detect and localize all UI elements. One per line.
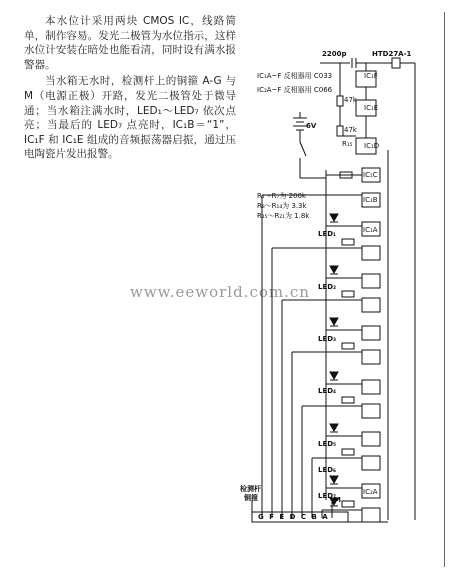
label-ic1f: IC₁F: [364, 72, 378, 80]
label-m: M: [334, 496, 341, 504]
label-led3: LED₃: [318, 335, 337, 343]
probe-leads: [262, 195, 362, 518]
label-led4: LED₄: [318, 387, 337, 395]
watermark: www.eeworld.com.cn: [130, 283, 310, 301]
label-ic-a: IC₁A~F 反相器用 C033: [257, 72, 333, 80]
label-rp: R₁₅: [342, 140, 353, 148]
battery: [293, 112, 307, 142]
description-para-1: 本水位计采用两块 CMOS IC，线路简单，制作容易。发光二极管为水位指示，这样水位计安装在暗处也能看清，同时设有满水报警器。: [24, 15, 236, 71]
ic-stage-5: [326, 380, 380, 418]
label-r-vals-2: R₈～R₁₄为 3.3k: [257, 202, 307, 210]
power-switch: [300, 142, 326, 178]
label-cap: 2200p: [322, 50, 347, 58]
label-led2: LED₂: [318, 283, 337, 291]
label-probe: 检测杆: [240, 485, 261, 493]
label-buzzer: HTD27A-1: [372, 50, 412, 58]
label-led7: LED₇: [318, 492, 337, 500]
ic-stage-3: [326, 274, 380, 312]
label-ic1b: IC₁B: [363, 196, 378, 204]
label-ic1a: IC₁A: [363, 226, 378, 234]
ic-stage-4: [326, 326, 380, 364]
label-led6: LED₆: [318, 466, 337, 474]
label-led5: LED₅: [318, 440, 337, 448]
label-ic-b: IC₂A~F 反相器用 C066: [257, 86, 333, 94]
label-r47-bot: 47k: [344, 126, 357, 134]
label-terminals: G F E D C B A: [258, 513, 330, 521]
label-ic1d: IC₁D: [364, 142, 380, 150]
label-battery: 6V: [306, 122, 317, 130]
label-ic1e: IC₁E: [364, 104, 379, 112]
label-r-vals-1: R₁～R₇为 200k: [257, 192, 306, 200]
label-probe2: 铜箍: [244, 494, 258, 502]
description-para-2: 当水箱无水时，检测杆上的铜箍 A-G 与 M（电源正极）开路，发光二极管处于微导通；当水箱注满水时，LED₁～LED₇ 依次点亮；当最后的 LED₇ 点亮时，IC₁B＝“1”，IC₁F 和 IC₁E 组成的音频振荡器启振，通过压电陶瓷片发出报警。: [24, 75, 236, 161]
ic-stage-6: [326, 432, 380, 470]
label-r47-top: 47k: [344, 96, 357, 104]
label-ic1c: IC₁C: [363, 171, 378, 179]
label-ic2: IC₂A: [363, 488, 378, 496]
label-r-vals-3: R₁₅～R₂₁为 1.8k: [257, 212, 310, 220]
label-led1: LED₁: [318, 230, 337, 238]
led-diodes: [330, 214, 338, 506]
